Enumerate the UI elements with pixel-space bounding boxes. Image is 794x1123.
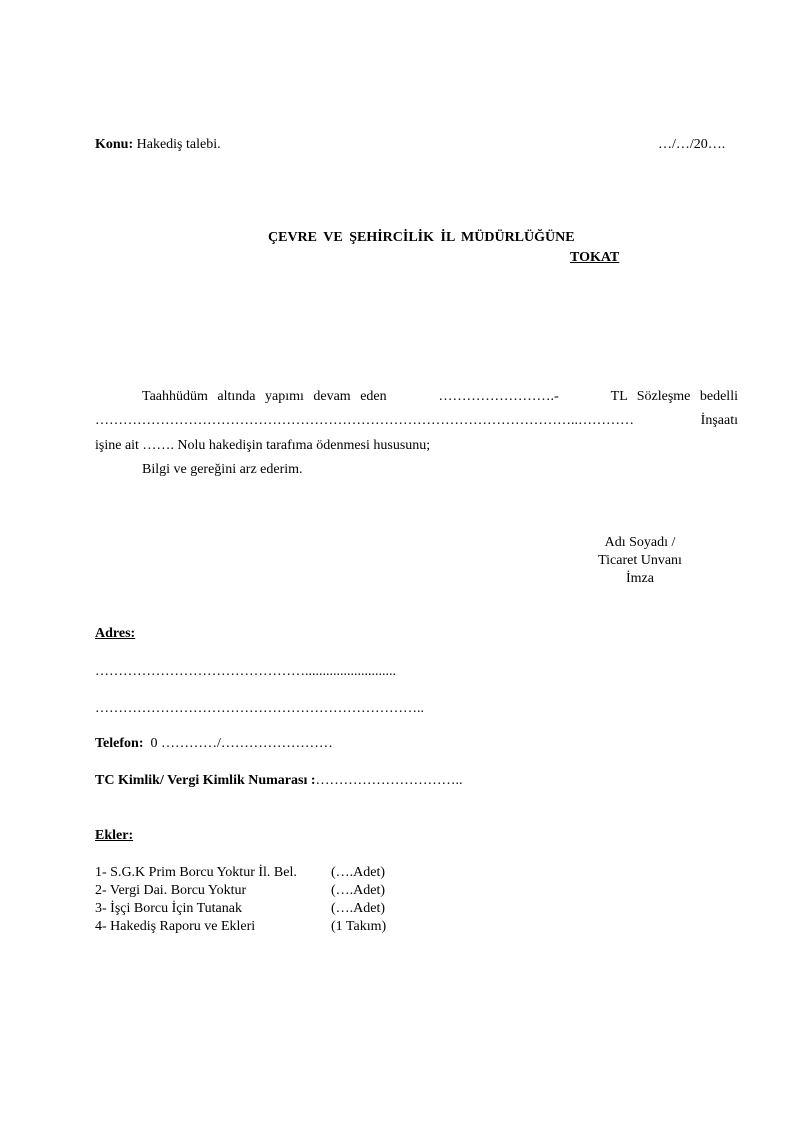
subject-line [95, 137, 221, 153]
signature-sign: İmza [626, 571, 654, 586]
date-placeholder: …/…/20…. [658, 137, 726, 152]
attachment-qty: (1 Takım) [331, 919, 387, 934]
recipient-city: TOKAT [570, 250, 620, 265]
attachment-item [95, 864, 385, 882]
attachment-label: 2- Vergi Dai. Borcu Yoktur [95, 883, 247, 898]
body-line-1-start: Taahhüdüm altında yapımı devam eden [142, 389, 387, 404]
body-line-2-end: İnşaatı [700, 413, 738, 428]
recipient-title: ÇEVRE VE ŞEHİRCİLİK İL MÜDÜRLÜĞÜNE [268, 230, 575, 245]
subject-label: Konu: [95, 137, 134, 152]
attachment-label: 4- Hakediş Raporu ve Ekleri [95, 919, 256, 934]
address-line-1: ……………………………………….......................... [95, 664, 396, 679]
id-line [95, 773, 463, 789]
phone-line [95, 736, 333, 752]
phone-value: 0 …………/…………………… [150, 736, 333, 751]
id-value: ………………………….. [315, 773, 463, 788]
attachment-item [95, 882, 385, 900]
body-line-3: işine ait ……. Nolu hakedişin tarafıma ödenmesi hususunu; [95, 438, 431, 453]
body-line-4: Bilgi ve gereğini arz ederim. [142, 462, 303, 477]
subject-text: Hakediş talebi. [136, 137, 221, 152]
body-line-2 [95, 413, 738, 429]
attachment-qty: (….Adet) [331, 865, 386, 880]
address-line-2: …………………………………………………………….. [95, 701, 424, 716]
attachment-qty: (….Adet) [331, 883, 386, 898]
body-line-1-dots: …………………….- [438, 389, 559, 404]
attachments-label: Ekler: [95, 828, 134, 843]
signature-company: Ticaret Unvanı [598, 553, 682, 568]
phone-label: Telefon: [95, 736, 144, 751]
body-line-1 [95, 389, 738, 405]
attachment-label: 3- İşçi Borcu İçin Tutanak [95, 901, 242, 916]
attachment-item [95, 900, 385, 918]
attachment-label: 1- S.G.K Prim Borcu Yoktur İl. Bel. [95, 865, 297, 880]
signature-name: Adı Soyadı / [604, 535, 676, 550]
body-line-1-end: TL Sözleşme bedelli [610, 389, 738, 404]
id-label: TC Kimlik/ Vergi Kimlik Numarası : [95, 773, 316, 788]
body-line-2-dots: …………………………………………………………………………………………..………… [95, 413, 634, 428]
attachment-item [95, 918, 386, 936]
attachment-qty: (….Adet) [331, 901, 386, 916]
address-label: Adres: [95, 626, 136, 641]
